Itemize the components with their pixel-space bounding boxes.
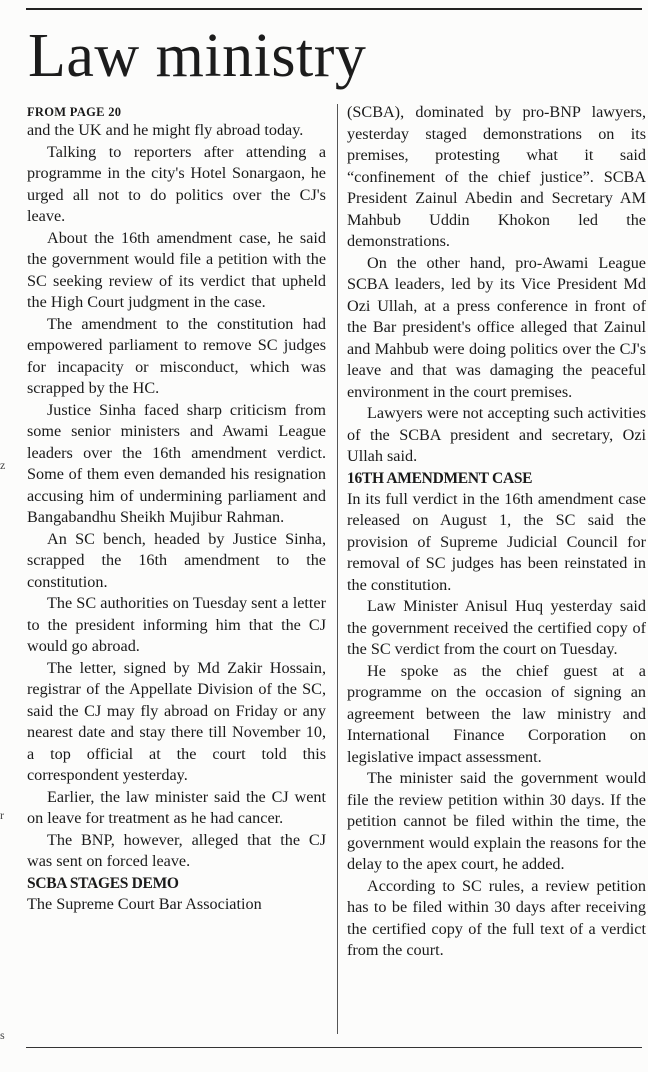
top-rule bbox=[26, 8, 642, 10]
column-2 bbox=[347, 102, 646, 962]
article-paragraph: The amendment to the constitution had empowered parliament to remove SC judges for incapacity or misconduct, which was scrapped by the HC. bbox=[27, 314, 326, 397]
edge-mark: r bbox=[0, 808, 4, 822]
article-paragraph: He spoke as the chief guest at a programme on the occasion of signing an agreement between the law ministry and International Finance Corporation on legislative impact assessment. bbox=[347, 661, 646, 766]
article-paragraph: Justice Sinha faced sharp criticism from some senior ministers and Awami League leaders over the 16th amendment verdict. Some of them even demanded his resignation accusing him of undermining parliament and Bangabandhu Sheikh Mujibur Rahman. bbox=[27, 400, 326, 526]
article-paragraph: The Supreme Court Bar Association bbox=[27, 894, 262, 913]
article-paragraph: Law Minister Anisul Huq yesterday said the government received the certified copy of the SC verdict from the court on Tuesday. bbox=[347, 597, 646, 658]
article-paragraph: In its full verdict in the 16th amendment case released on August 1, the SC said the provision of Supreme Judicial Council for removal of SC judges has been reinstated in the constitution. bbox=[347, 489, 646, 594]
article-paragraph: and the UK and he might fly abroad today. bbox=[27, 121, 304, 139]
headline: Law ministry bbox=[28, 22, 367, 90]
bottom-rule bbox=[26, 1047, 642, 1048]
article-paragraph: About the 16th amendment case, he said the government would file a petition with the SC seeking review of its verdict that upheld the High Court judgment in the case. bbox=[27, 228, 326, 311]
article-paragraph: According to SC rules, a review petition has to be filed within 30 days after receiving the certified copy of the full text of a verdict from the court. bbox=[347, 876, 646, 959]
article-paragraph: The BNP, however, alleged that the CJ was sent on forced leave. bbox=[27, 830, 326, 870]
article-paragraph: On the other hand, pro-Awami League SCBA leaders, led by its Vice President Md Ozi Ullah, at a press conference in front of the Bar president's office alleged that Zainul and Mahbub were doing politics over the CJ's leave and that was damaging the peaceful environment in the court premises. bbox=[347, 253, 646, 401]
article-paragraph: An SC bench, headed by Justice Sinha, scrapped the 16th amendment to the constitution. bbox=[27, 529, 326, 591]
article-paragraph: Lawyers were not accepting such activities of the SCBA president and secretary, Ozi Ullah said. bbox=[347, 404, 646, 465]
edge-mark: z bbox=[0, 458, 6, 472]
column-2-body bbox=[347, 102, 646, 962]
article-paragraph: Talking to reporters after attending a programme in the city's Hotel Sonargaon, he urged all not to do politics over the CJ's leave. bbox=[27, 142, 326, 225]
column-1-body bbox=[27, 120, 326, 915]
edge-mark: s bbox=[0, 1028, 5, 1042]
column-divider bbox=[337, 104, 338, 1034]
jump-line: FROM PAGE 20 bbox=[27, 105, 122, 119]
column-1 bbox=[27, 102, 326, 915]
section-subhead: SCBA STAGES DEMO bbox=[27, 874, 179, 892]
article-paragraph: The SC authorities on Tuesday sent a letter to the president informing him that the CJ would go abroad. bbox=[27, 594, 326, 655]
article-paragraph: The minister said the government would file the review petition within 30 days. If the petition cannot be filed within the time, the government would explain the reasons for the delay to the apex court, he added. bbox=[347, 769, 646, 873]
article-paragraph: The letter, signed by Md Zakir Hossain, registrar of the Appellate Division of the SC, said the CJ may fly abroad on Friday or any nearest date and stay there till November 10, a top official at the court told this correspondent yesterday. bbox=[27, 658, 326, 784]
article-paragraph: Earlier, the law minister said the CJ went on leave for treatment as he had cancer. bbox=[27, 787, 326, 827]
section-subhead: 16TH AMENDMENT CASE bbox=[347, 469, 533, 487]
article-paragraph: (SCBA), dominated by pro-BNP lawyers, yesterday staged demonstrations on its premises, protesting what it said “confinement of the chief justice”. SCBA President Zainul Abedin and Secretary AM Mahbub Uddin Khokon led the demonstrations. bbox=[347, 103, 646, 250]
